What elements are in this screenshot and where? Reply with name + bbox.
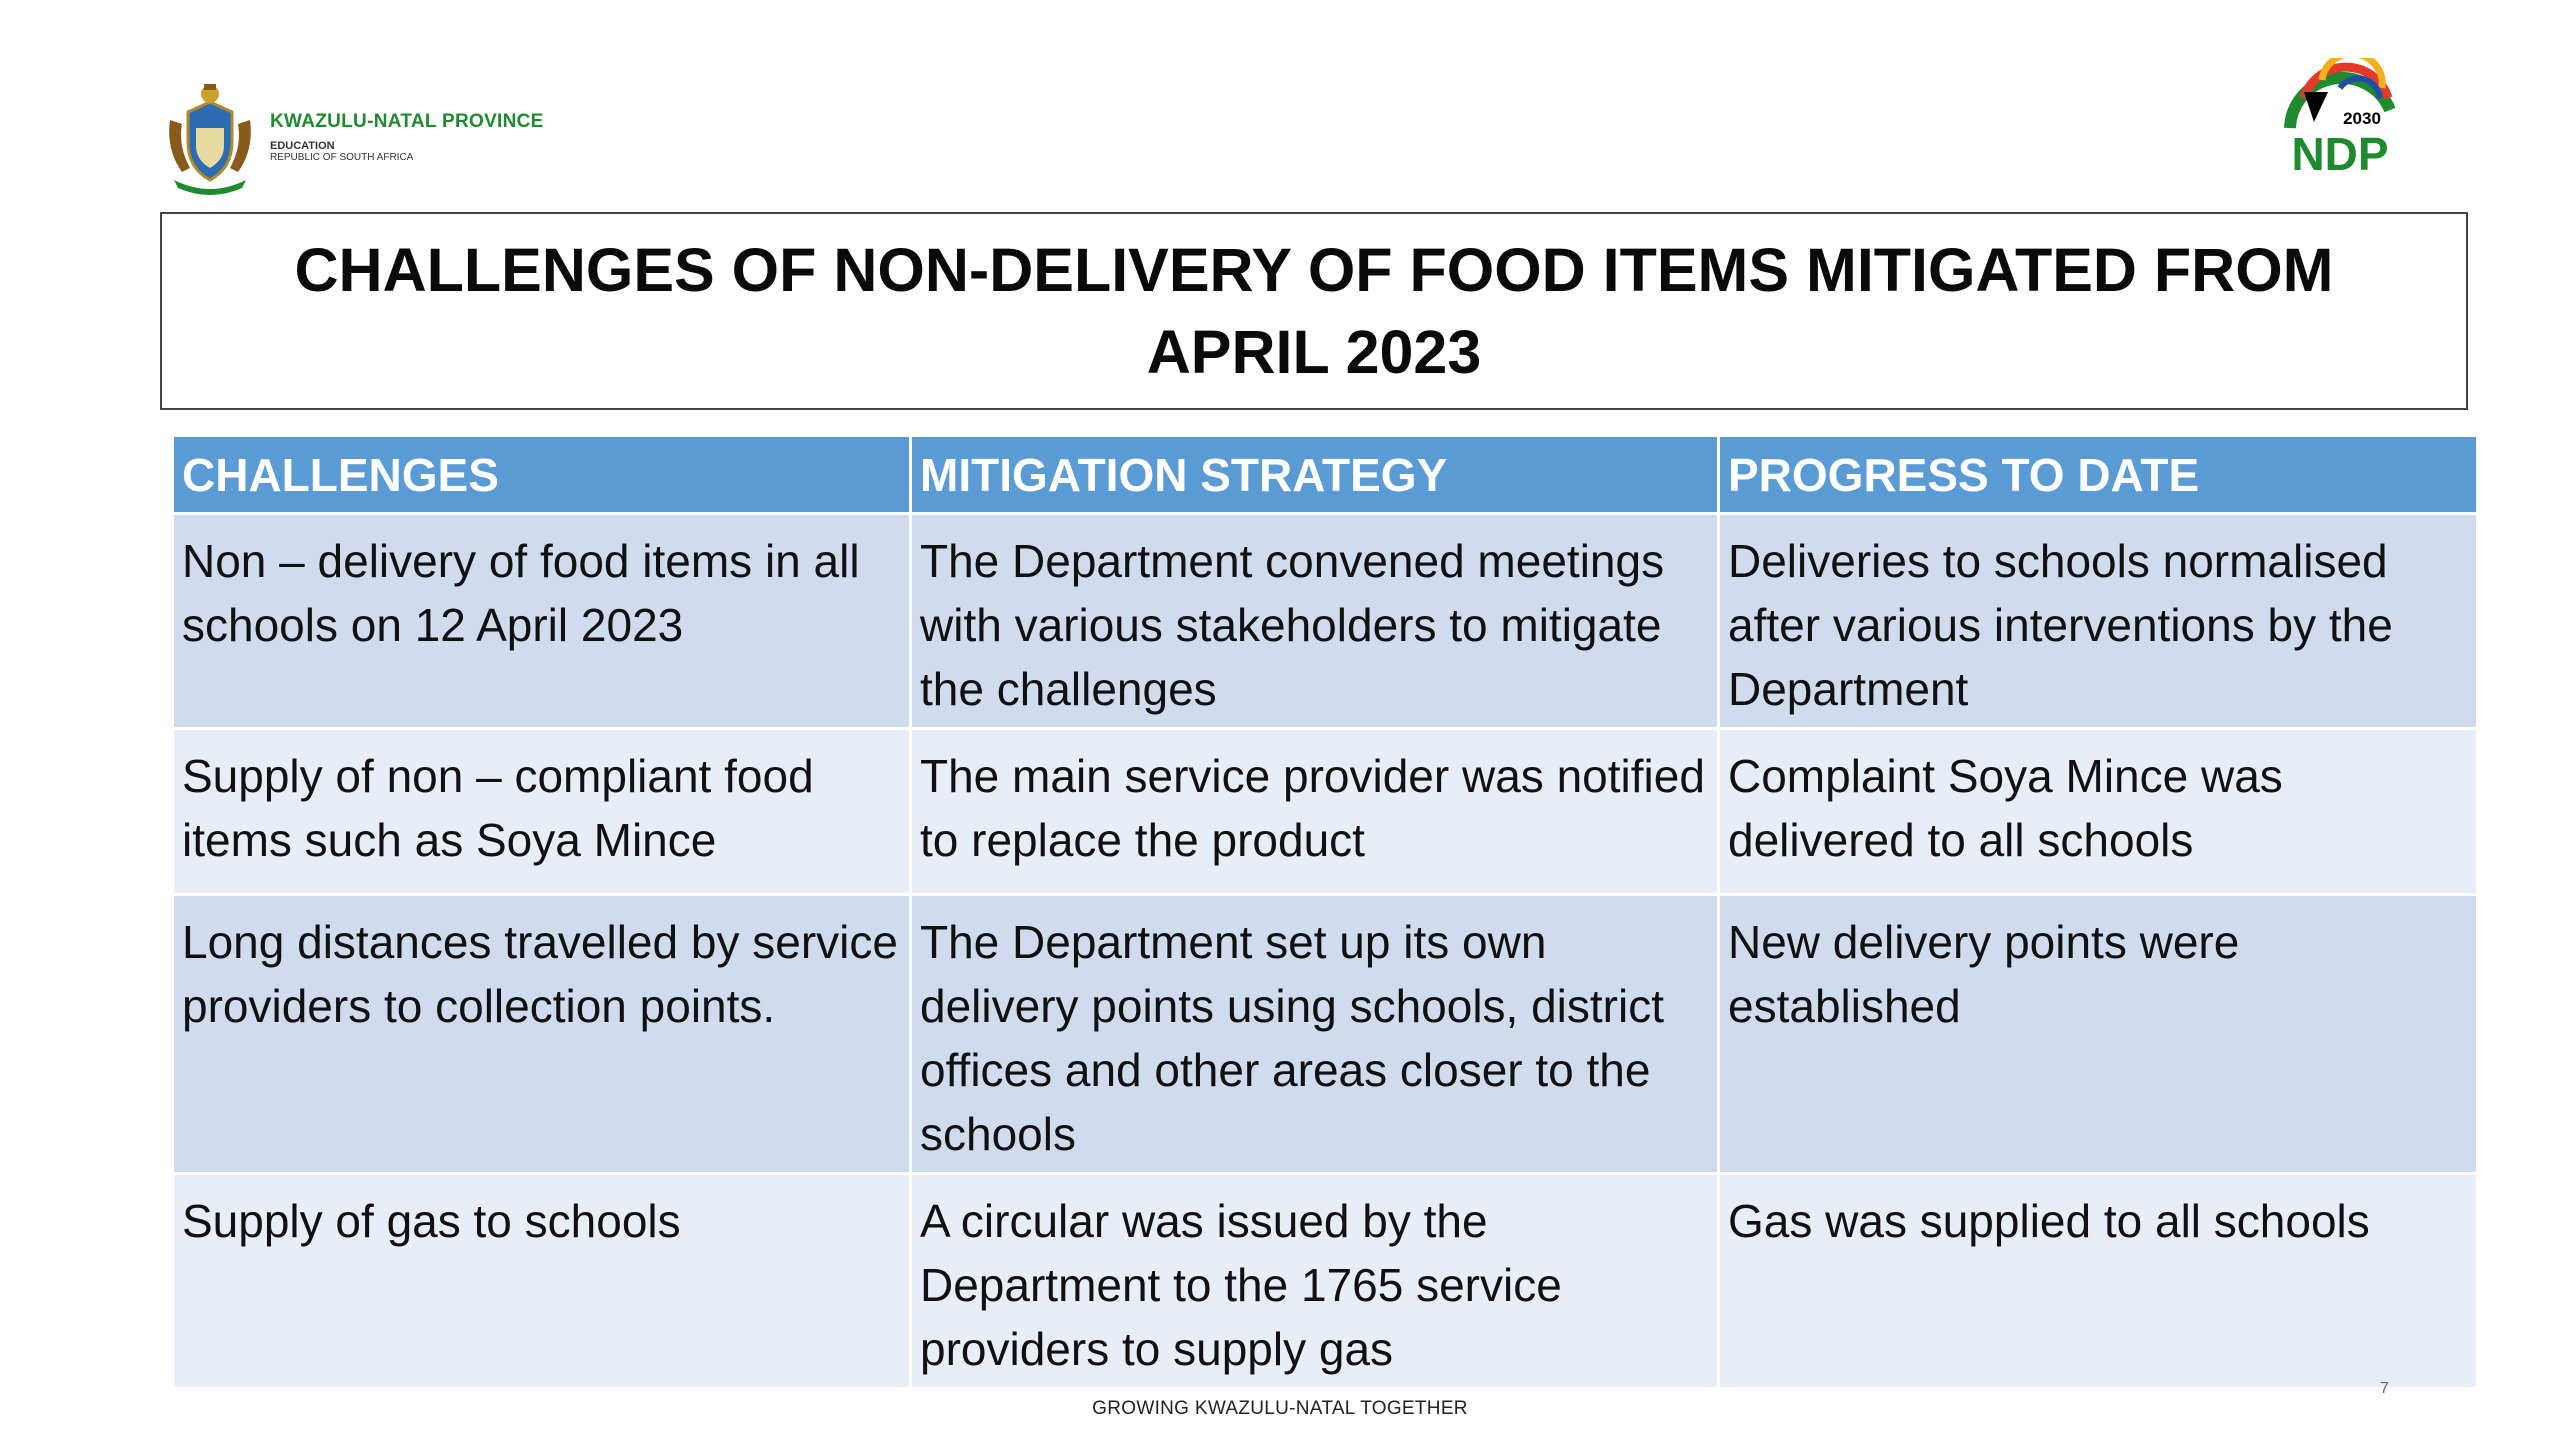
progress-cell: Deliveries to schools normalised after various interventions by the Department	[1719, 514, 2478, 729]
progress-cell: Complaint Soya Mince was delivered to all schools	[1719, 729, 2478, 895]
kzn-education-logo	[160, 80, 544, 195]
title-box	[160, 212, 2468, 410]
slide-title: CHALLENGES OF NON-DELIVERY OF FOOD ITEMS MITIGATED FROM APRIL 2023	[294, 236, 2334, 386]
strategy-cell: The Department set up its own delivery points using schools, district offices and other areas closer to the schools	[911, 895, 1719, 1174]
footer-slogan: GROWING KWAZULU-NATAL TOGETHER	[1092, 1398, 1468, 1419]
strategy-cell: A circular was issued by the Department to the 1765 service providers to supply gas	[911, 1174, 1719, 1389]
republic-name: REPUBLIC OF SOUTH AFRICA	[270, 152, 414, 164]
progress-cell: Gas was supplied to all schools	[1719, 1174, 2478, 1389]
challenge-cell: Supply of gas to schools	[173, 1174, 911, 1389]
table-row	[173, 895, 2478, 1174]
challenge-cell: Non – delivery of food items in all schools on 12 April 2023	[173, 514, 911, 729]
ndp-year: 2030	[2343, 109, 2381, 128]
header-mitigation-strategy: MITIGATION STRATEGY	[911, 436, 1719, 514]
table-row	[173, 514, 2478, 729]
header-progress-to-date: PROGRESS TO DATE	[1719, 436, 2478, 514]
ndp-2030-logo	[2270, 58, 2410, 178]
department-name: EDUCATION	[270, 140, 335, 153]
header-challenges: CHALLENGES	[173, 436, 911, 514]
strategy-cell: The Department convened meetings with various stakeholders to mitigate the challenges	[911, 514, 1719, 729]
coat-of-arms-icon	[160, 80, 260, 195]
table-row	[173, 729, 2478, 895]
strategy-cell: The main service provider was notified to replace the product	[911, 729, 1719, 895]
page-number: 7	[2380, 1380, 2389, 1397]
challenges-table	[171, 434, 2479, 1390]
table-header-row	[173, 436, 2478, 514]
challenge-cell: Long distances travelled by service providers to collection points.	[173, 895, 911, 1174]
province-name: KWAZULU-NATAL PROVINCE	[270, 110, 544, 132]
progress-cell: New delivery points were established	[1719, 895, 2478, 1174]
challenge-cell: Supply of non – compliant food items such as Soya Mince	[173, 729, 911, 895]
table-row	[173, 1174, 2478, 1389]
ndp-label: NDP	[2291, 128, 2389, 178]
